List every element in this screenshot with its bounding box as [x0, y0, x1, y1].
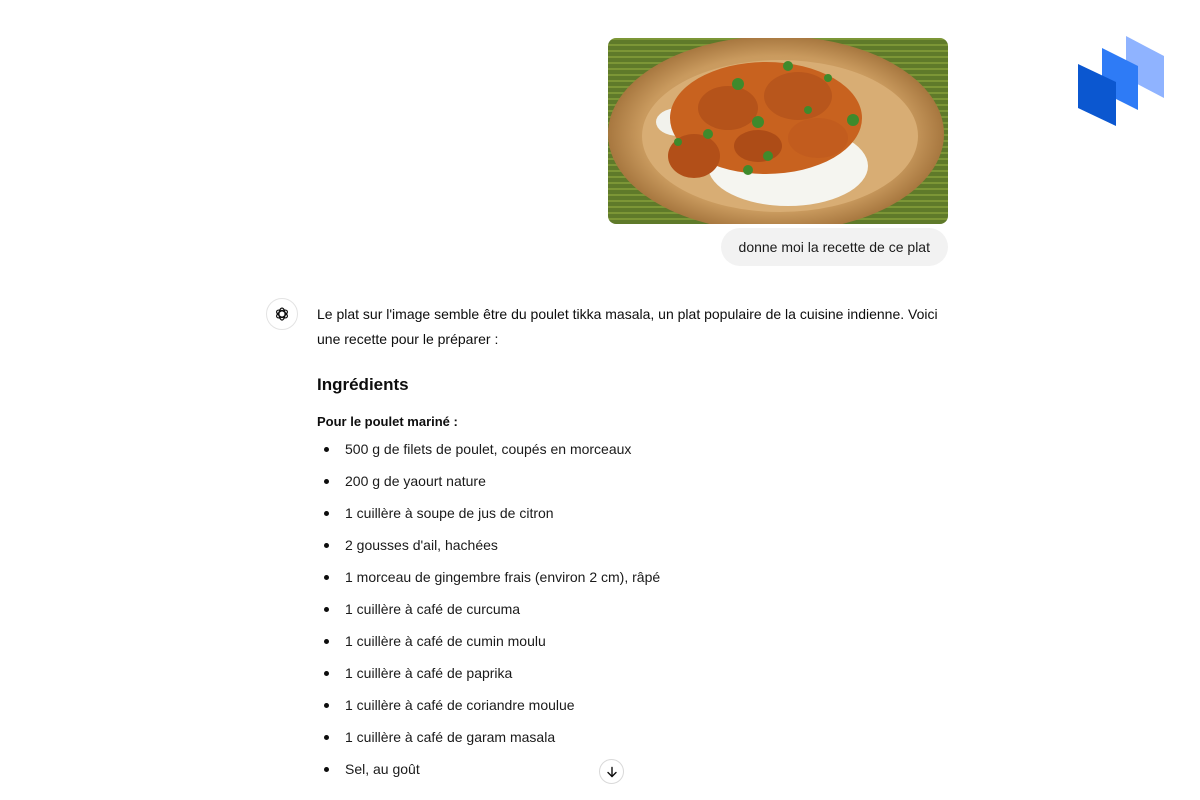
list-item: 1 cuillère à soupe de jus de citron: [317, 502, 957, 534]
user-message-bubble: [721, 228, 948, 266]
list-item: 1 cuillère à café de cumin moulu: [317, 630, 957, 662]
openai-logo-icon: [266, 298, 298, 330]
ingredients-heading: Ingrédients: [317, 375, 409, 394]
list-item: 200 g de yaourt nature: [317, 470, 957, 502]
brand-logo-icon: [1076, 34, 1168, 128]
list-item: 1 cuillère à café de garam masala: [317, 726, 957, 758]
list-item: 1 cuillère à café de coriandre moulue: [317, 694, 957, 726]
list-item: 1 morceau de gingembre frais (environ 2 cm), râpé: [317, 566, 957, 598]
arrow-down-icon: [606, 766, 618, 778]
list-item: 1 cuillère à café de curcuma: [317, 598, 957, 630]
assistant-intro-text: Le plat sur l'image semble être du poulet tikka masala, un plat populaire de la cuisine indienne. Voici une recette pour le préparer :: [317, 306, 938, 347]
list-item: 500 g de filets de poulet, coupés en morceaux: [317, 438, 957, 470]
user-uploaded-image[interactable]: [608, 38, 948, 224]
scroll-down-button[interactable]: [599, 759, 624, 784]
marinated-chicken-subheading: Pour le poulet mariné :: [317, 414, 458, 429]
list-item: 1 cuillère à café de paprika: [317, 662, 957, 694]
list-item: Sel, au goût: [317, 758, 957, 790]
user-message-text: donne moi la recette de ce plat: [738, 239, 930, 255]
list-item: 2 gousses d'ail, hachées: [317, 534, 957, 566]
assistant-message: [317, 302, 957, 790]
ingredient-list: [317, 438, 957, 790]
